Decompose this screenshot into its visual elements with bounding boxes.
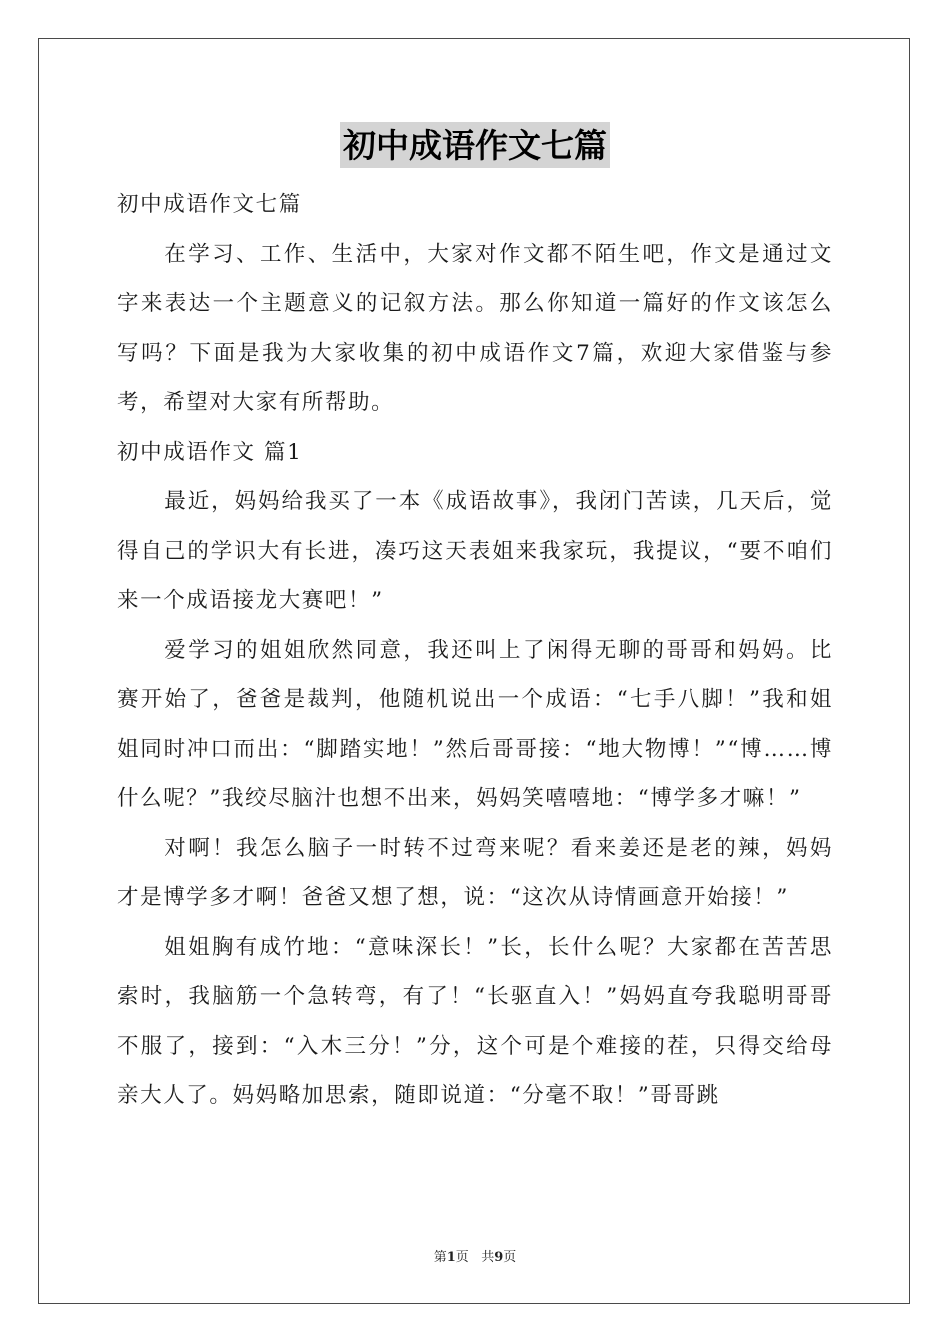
intro-paragraph: 在学习、工作、生活中，大家对作文都不陌生吧，作文是通过文字来表达一个主题意义的记叙方法。那么你知道一篇好的作文该怎么写吗？下面是我为大家收集的初中成语作文7篇，欢迎大家借鉴与参考，希望对大家有所帮助。 <box>117 241 833 415</box>
page-current: 1 <box>446 1250 456 1265</box>
body-paragraph: 对啊！我怎么脑子一时转不过弯来呢？看来姜还是老的辣，妈妈才是博学多才啊！爸爸又想了想，说：“这次从诗情画意开始接！” <box>117 835 833 910</box>
body-paragraph: 姐姐胸有成竹地：“意味深长！”长，长什么呢？大家都在苦苦思索时，我脑筋一个急转弯，有了！“长驱直入！”妈妈直夸我聪明哥哥不服了，接到：“入木三分！”分，这个可是个难接的茬，只得交给母亲大人了。妈妈略加思索，随即说道：“分毫不取！”哥哥跳 <box>117 934 833 1108</box>
title-container <box>0 122 950 168</box>
page-footer <box>0 1246 950 1265</box>
document-body <box>117 180 833 1121</box>
section-heading: 初中成语作文 篇1 <box>117 439 303 465</box>
page-prefix: 第 <box>433 1250 447 1265</box>
page-total: 9 <box>494 1250 504 1265</box>
body-paragraph: 爱学习的姐姐欣然同意，我还叫上了闲得无聊的哥哥和妈妈。比赛开始了，爸爸是裁判，他随机说出一个成语：“七手八脚！”我和姐姐同时冲口而出：“脚踏实地！”然后哥哥接：“地大物博！”“博……博什么呢？”我绞尽脑汁也想不出来，妈妈笑嘻嘻地：“博学多才嘛！” <box>117 637 833 811</box>
subtitle: 初中成语作文七篇 <box>117 192 302 217</box>
body-paragraph: 最近，妈妈给我买了一本《成语故事》，我闭门苦读，几天后，觉得自己的学识大有长进，凑巧这天表姐来我家玩，我提议，“要不咱们来一个成语接龙大赛吧！” <box>117 489 833 613</box>
page-unit: 页 <box>455 1250 469 1265</box>
total-prefix: 共 <box>481 1250 495 1265</box>
total-unit: 页 <box>503 1250 517 1265</box>
document-title: 初中成语作文七篇 <box>340 122 610 168</box>
